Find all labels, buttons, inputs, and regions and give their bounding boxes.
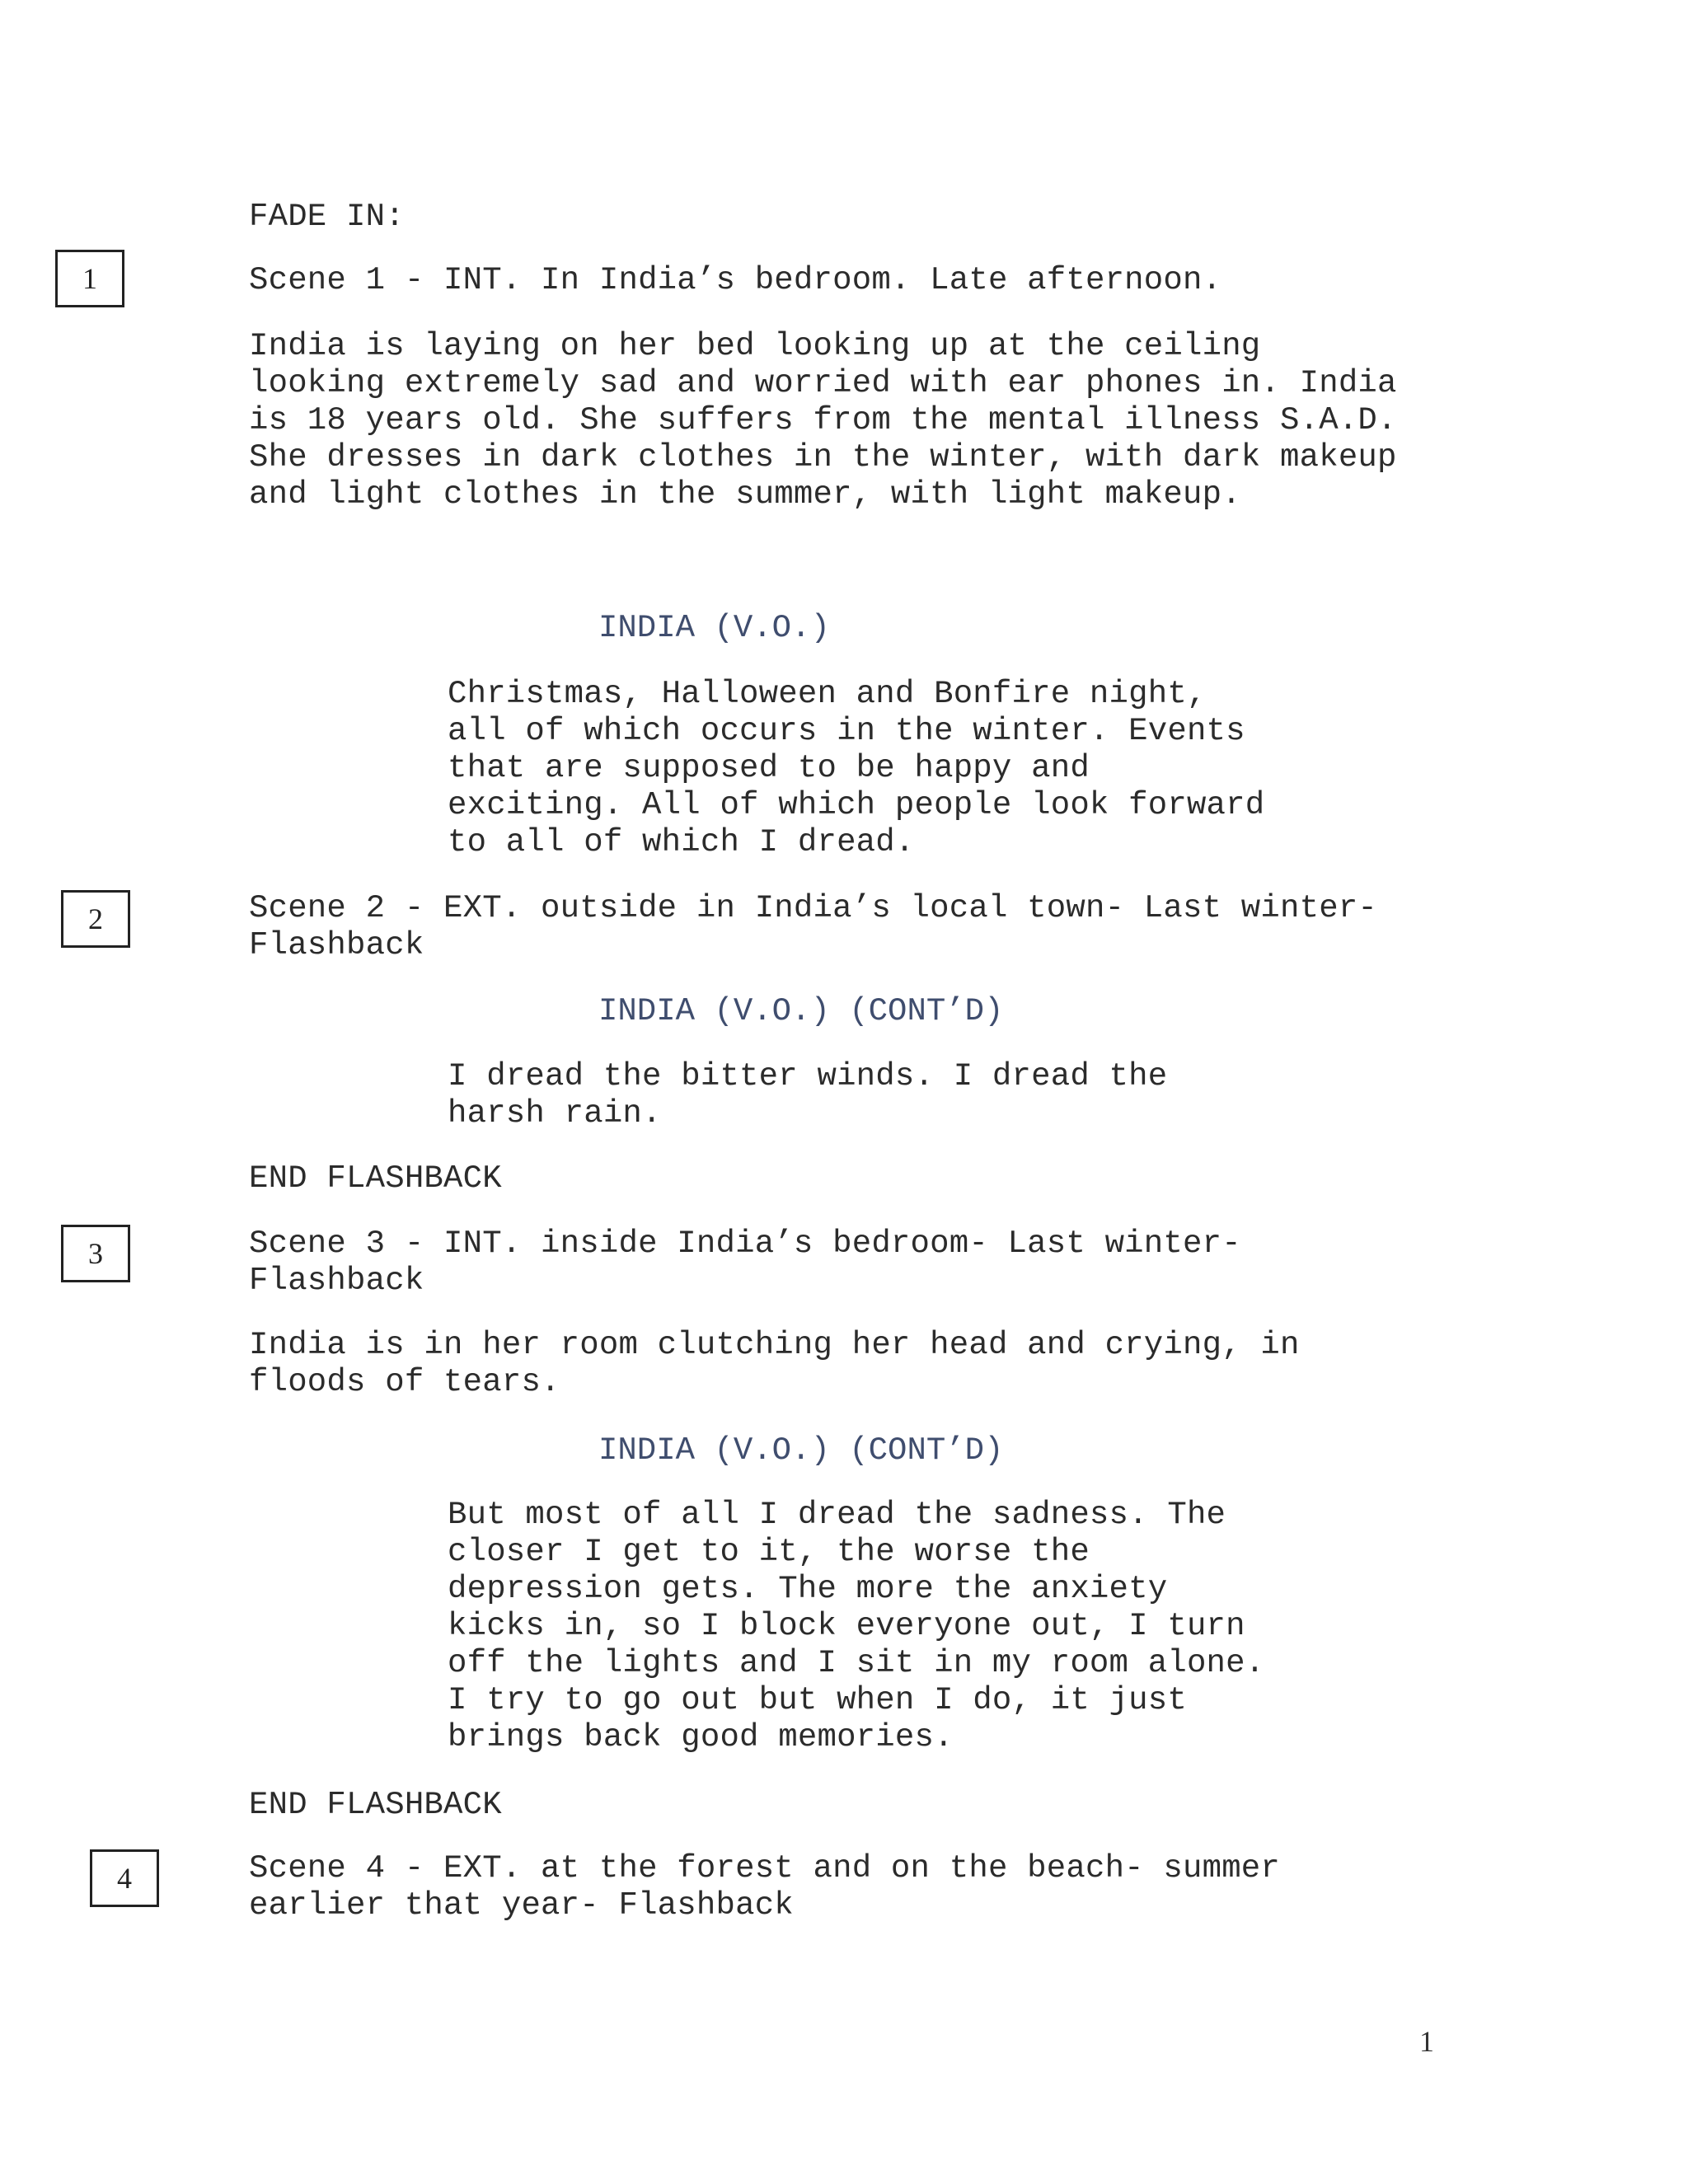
- scene-number-box: 4: [90, 1849, 159, 1907]
- character-cue: INDIA (V.O.): [598, 610, 830, 646]
- dialogue-block: Christmas, Halloween and Bonfire night, all of which occurs in the winter. Events that are supposed to be happy and exciting. All of which people look forward to all of which I dread.: [448, 676, 1265, 860]
- scene-heading: Scene 2 - EXT. outside in India’s local town- Last winter- Flashback: [249, 890, 1378, 963]
- character-cue: INDIA (V.O.) (CONT’D): [598, 993, 1004, 1029]
- action-paragraph: India is laying on her bed looking up at the ceiling looking extremely sad and worried with ear phones in. India is 18 years old. She suffers from the mental illness S.A.D. She dresses in dark clothes in the winter, with dark makeup and light clothes in the summer, with light makeup.: [249, 328, 1397, 513]
- end-flashback-transition: END FLASHBACK: [249, 1787, 502, 1823]
- scene-heading: Scene 1 - INT. In India’s bedroom. Late afternoon.: [249, 262, 1222, 298]
- scene-heading: Scene 3 - INT. inside India’s bedroom- Last winter- Flashback: [249, 1226, 1241, 1299]
- page-number: 1: [1419, 2025, 1434, 2058]
- scene-number-box: 1: [55, 250, 124, 307]
- fade-in-transition: FADE IN:: [249, 199, 405, 235]
- scene-number-box: 2: [61, 890, 130, 948]
- character-cue: INDIA (V.O.) (CONT’D): [598, 1432, 1004, 1469]
- scene-number-box: 3: [61, 1225, 130, 1282]
- scene-heading: Scene 4 - EXT. at the forest and on the beach- summer earlier that year- Flashback: [249, 1850, 1281, 1924]
- dialogue-block: But most of all I dread the sadness. The closer I get to it, the worse the depression gets. The more the anxiety kicks in, so I block everyone out, I turn off the lights and I sit in my room alone. I try to go out but when I do, it just brings back good memories.: [448, 1497, 1265, 1755]
- action-paragraph: India is in her room clutching her head and crying, in floods of tears.: [249, 1327, 1300, 1400]
- end-flashback-transition: END FLASHBACK: [249, 1160, 502, 1197]
- dialogue-block: I dread the bitter winds. I dread the harsh rain.: [448, 1058, 1168, 1132]
